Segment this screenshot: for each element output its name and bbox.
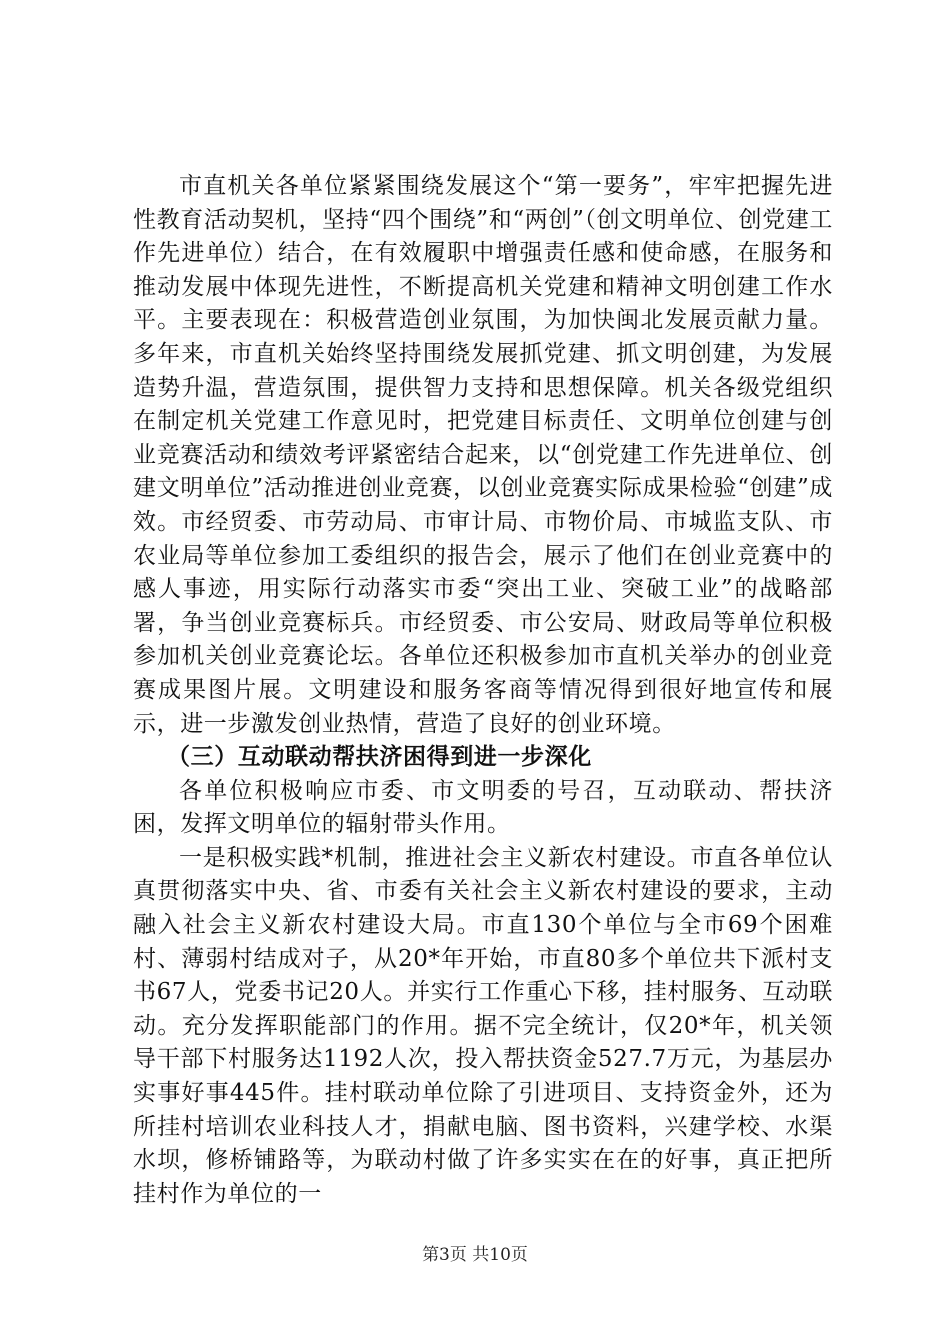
section-heading: （三）互动联动帮扶济困得到进一步深化 [167, 744, 592, 771]
document-body [133, 170, 833, 1211]
page-number-footer: 第3页 共10页 [422, 1245, 528, 1265]
body-paragraph: 各单位积极响应市委、市文明委的号召，互动联动、帮扶济困，发挥文明单位的辐射带头作用。 [133, 777, 833, 838]
body-paragraph: 一是积极实践*机制，推进社会主义新农村建设。市直各单位认真贯彻落实中央、省、市委有关社会主义新农村建设的要求，主动融入社会主义新农村建设大局。市直130个单位与全市69个困难村、薄弱村结成对子，从20*年开始，市直80多个单位共下派村支书67人，党委书记20人。并实行工作重心下移，挂村服务、互动联动。充分发挥职能部门的作用。据不完全统计，仅20*年，机关领导干部下村服务达1192人次，投入帮扶资金527.7万元，为基层办实事好事445件。挂村联动单位除了引进项目、支持资金外，还为所挂村培训农业科技人才，捐献电脑、图书资料，兴建学校、水渠水坝，修桥铺路等，为联动村做了许多实实在在的好事，真正把所挂村作为单位的一 [133, 844, 833, 1207]
body-paragraph: 市直机关各单位紧紧围绕发展这个“第一要务”，牢牢把握先进性教育活动契机，坚持“四个围绕”和“两创”（创文明单位、创党建工作先进单位）结合，在有效履职中增强责任感和使命感，在服务和推动发展中体现先进性，不断提高机关党建和精神文明创建工作水平。主要表现在：积极营造创业氛围，为加快闽北发展贡献力量。多年来，市直机关始终坚持围绕发展抓党建、抓文明创建，为发展造势升温，营造氛围，提供智力支持和思想保障。机关各级党组织在制定机关党建工作意见时，把党建目标责任、文明单位创建与创业竞赛活动和绩效考评紧密结合起来，以“创党建工作先进单位、创建文明单位”活动推进创业竞赛，以创业竞赛实际成果检验“创建”成效。市经贸委、市劳动局、市审计局、市物价局、市城监支队、市农业局等单位参加工委组织的报告会，展示了他们在创业竞赛中的感人事迹，用实际行动落实市委“突出工业、突破工业”的战略部署，争当创业竞赛标兵。市经贸委、市公安局、财政局等单位积极参加机关创业竞赛论坛。各单位还积极参加市直机关举办的创业竞赛成果图片展。文明建设和服务客商等情况得到很好地宣传和展示，进一步激发创业热情，营造了良好的创业环境。 [133, 173, 833, 737]
